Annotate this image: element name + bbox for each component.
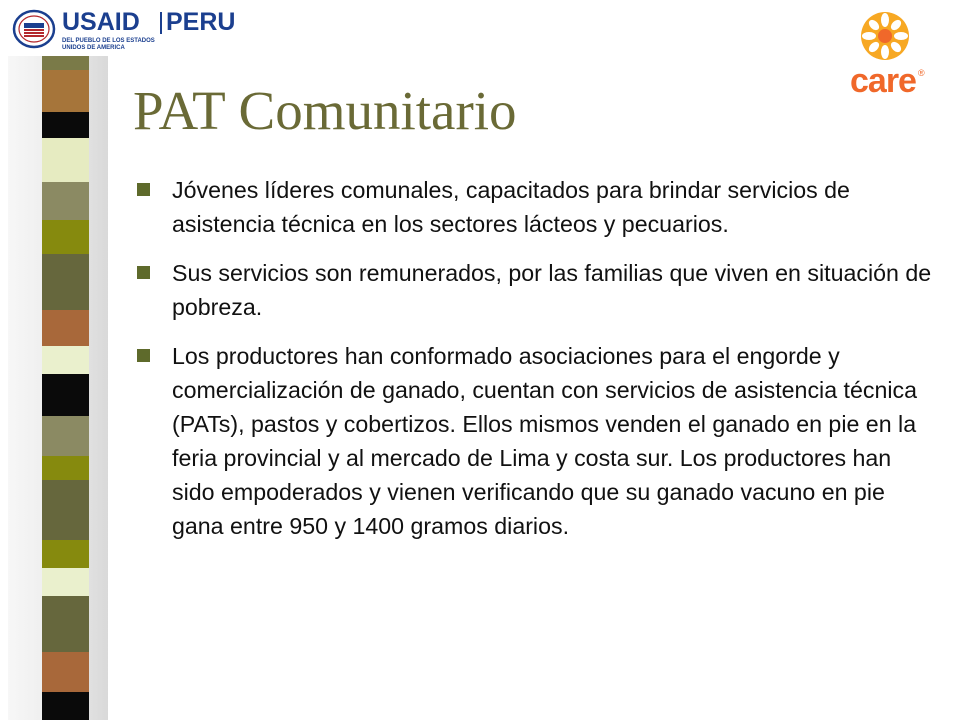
color-stripe: [42, 0, 89, 720]
usaid-seal-icon: [12, 9, 56, 49]
care-wordmark: care: [850, 62, 916, 100]
square-bullet-icon: [137, 183, 150, 196]
stripe-segment: [42, 596, 89, 652]
stripe-segment: [42, 346, 89, 374]
usaid-tagline: [62, 38, 155, 52]
usaid-wordmark: USAID: [62, 8, 140, 36]
stripe-segment: [42, 568, 89, 596]
care-logo: [846, 6, 926, 106]
stripe-segment: [42, 70, 89, 112]
bullet-item: [137, 339, 937, 543]
stripe-segment: [42, 112, 89, 138]
bullet-text: Jóvenes líderes comunales, capacitados para brindar servicios de asistencia técnica en los sectores lácteos y pecuarios.: [172, 177, 850, 237]
usaid-tagline-line1: DEL PUEBLO DE LOS ESTADOS: [62, 38, 155, 44]
bullet-item: [137, 256, 937, 324]
stripe-segment: [42, 692, 89, 720]
usaid-peru-logo: [0, 0, 246, 56]
stripe-segment: [42, 652, 89, 692]
stripe-segment: [42, 456, 89, 480]
stripe-segment: [42, 254, 89, 310]
square-bullet-icon: [137, 266, 150, 279]
bullet-item: [137, 173, 937, 241]
peru-wordmark: PERU: [166, 8, 236, 36]
slide-title: PAT Comunitario: [133, 80, 517, 141]
stripe-segment: [42, 220, 89, 254]
bullet-text: Sus servicios son remunerados, por las familias que viven en situación de pobreza.: [172, 260, 932, 320]
stripe-segment: [42, 310, 89, 346]
stripe-segment: [42, 480, 89, 540]
bullet-list: [137, 173, 937, 558]
stripe-segment: [42, 374, 89, 416]
bullet-text: Los productores han conformado asociaciones para el engorde y comercialización de ganado, cuentan con servicios de asistencia técnica (PATs), pastos y cobertizos. Ellos mismos venden el ganado en pie en la feria provincial y al mercado de Lima y costa sur. Los productores han sido empoderados y vienen verificando que su ganado vacuno en pie gana entre 950 y 1400 gramos diarios.: [172, 343, 918, 539]
logo-separator: [160, 12, 162, 34]
care-registered-mark: ®: [918, 68, 925, 78]
stripe-segment: [42, 416, 89, 456]
square-bullet-icon: [137, 349, 150, 362]
care-hands-icon: [850, 6, 920, 66]
usaid-tagline-line2: UNIDOS DE AMERICA: [62, 45, 125, 51]
stripe-segment: [42, 138, 89, 182]
stripe-segment: [42, 182, 89, 220]
stripe-segment: [42, 540, 89, 568]
decorative-side-stripe: [0, 0, 108, 720]
